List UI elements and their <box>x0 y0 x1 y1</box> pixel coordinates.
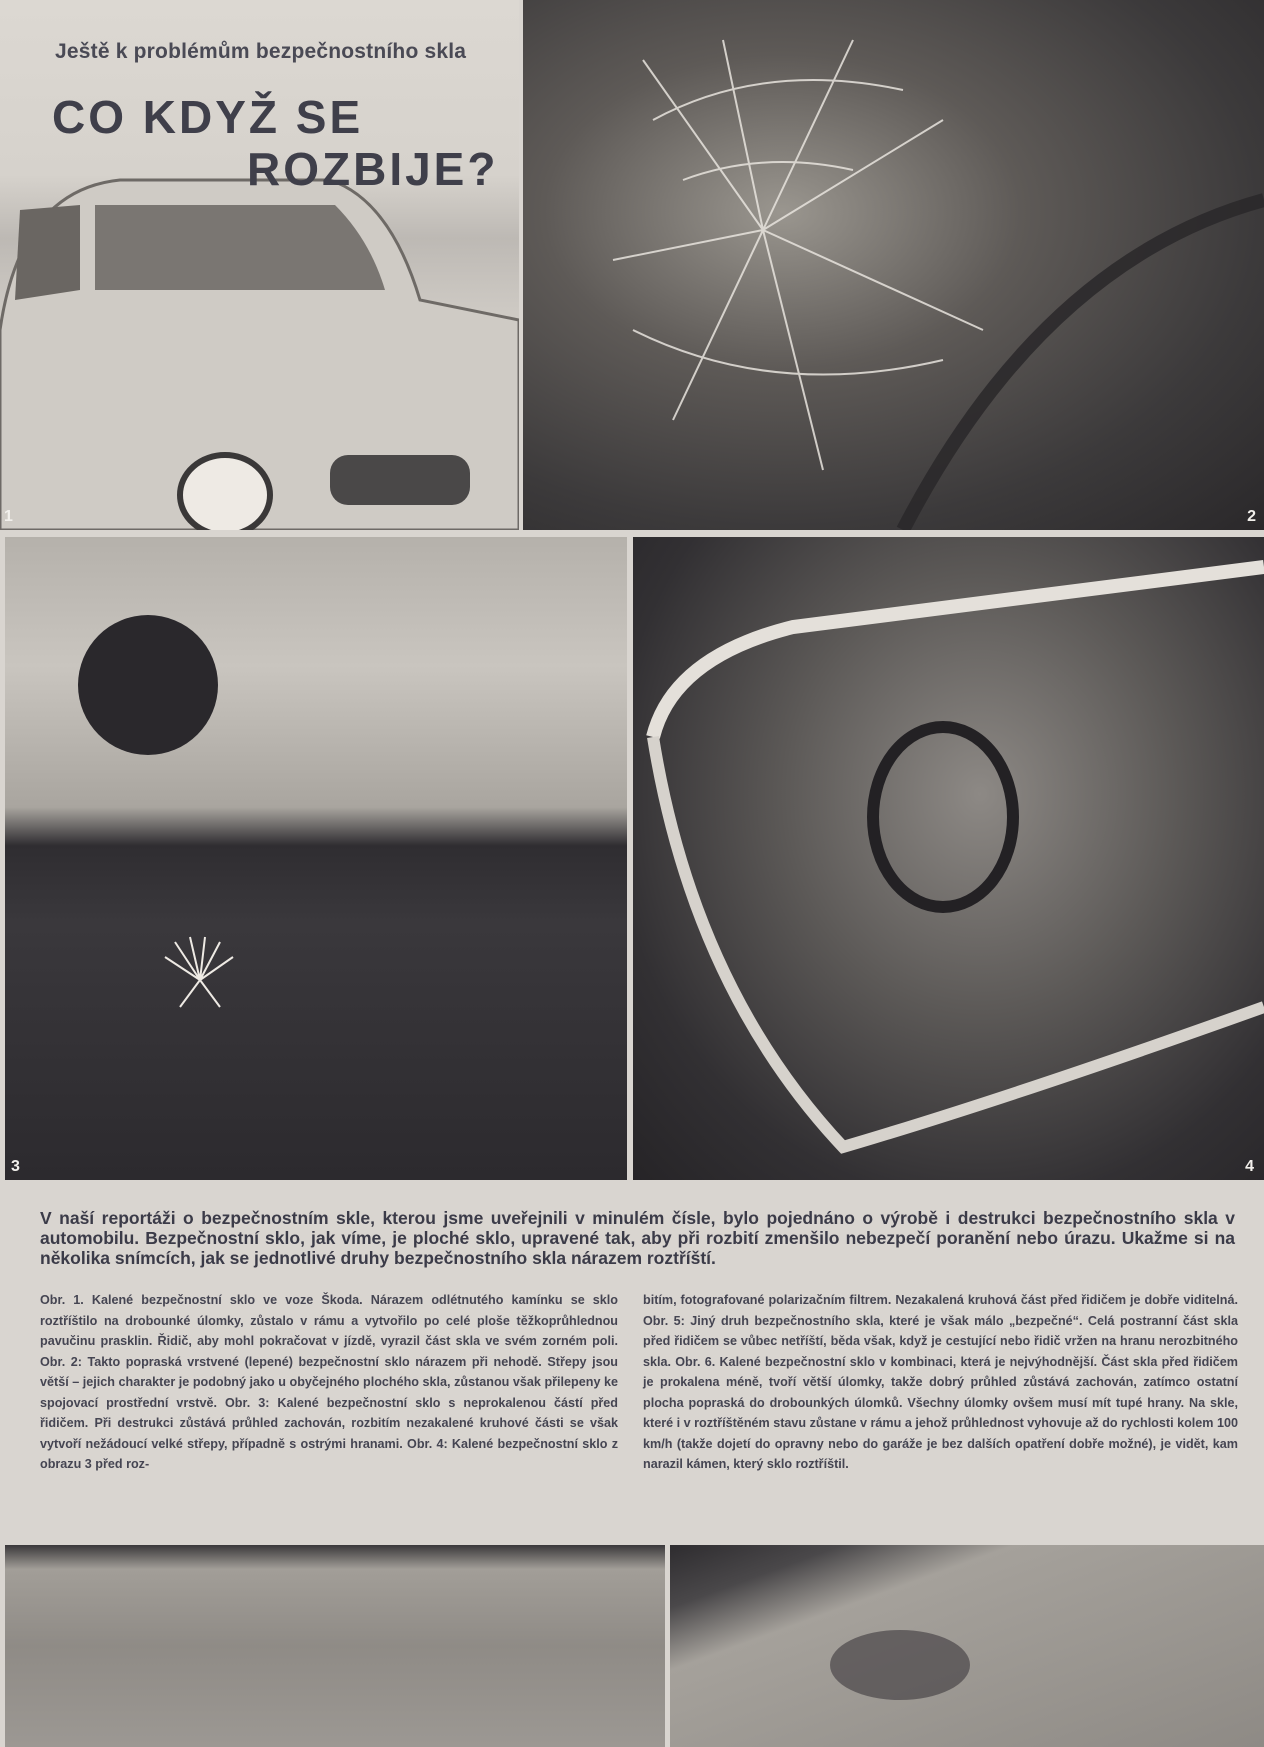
figure-number: 3 <box>11 1158 20 1175</box>
photo-tempered-glass-circle <box>5 537 627 1180</box>
photo-laminated-glass-cracks <box>523 0 1264 530</box>
photo-skoda-car <box>0 0 519 530</box>
article-kicker: Ještě k problémům bezpečnostního skla <box>55 40 467 63</box>
figure-number: 1 <box>4 508 13 525</box>
impact-mark <box>670 1545 1264 1747</box>
photo-polarized-glass <box>633 537 1264 1180</box>
figure-number: 2 <box>1247 508 1256 525</box>
photo-windshield-5 <box>5 1545 665 1747</box>
article-title-line2: ROZBIJE? <box>247 143 499 195</box>
intro-paragraph: V naší reportáži o bezpečnostním skle, kterou jsme uveřejnili v minulém čísle, bylo pojednáno o výrobě i destrukci bezpečnostního skla v automobilu. Bezpečnostní sklo, jak víme, je ploché sklo, upravené tak, aby při rozbití zmenšilo nebezpečí poranění nebo úrazu. Ukažme si na několika snímcích, jak se jednotlivé druhy bezpečnostního skla nárazem roztříští. <box>40 1208 1235 1268</box>
car-illustration <box>0 0 519 530</box>
glass-illustration <box>5 537 627 1180</box>
figure-number: 4 <box>1245 1158 1254 1175</box>
crack-pattern <box>523 0 1264 530</box>
window-frame-illustration <box>633 537 1264 1180</box>
caption-column-right: bitím, fotografované polarizačním filtrem. Nezakalená kruhová část před řidičem je dobře viditelná. Obr. 5: Jiný druh bezpečnostního skla, které je však málo „bezpečné“. Celá postranní část skla před řidičem se vůbec netříští, běda však, když je cestující nebo řidič vržen na hranu nerozbitného skla. Obr. 6. Kalené bezpečnostní sklo v kombinaci, která je nejvýhodnější. Část skla před řidičem je prokalena méně, tvoří větší úlomky, takže dobrý průhled zůstává zachován, zatímco ostatní plocha popraská do drobounkých úlomků. Všechny úlomky ovšem musí mít tupé hrany. Na skle, které i v roztříštěném stavu zůstane v rámu a jehož průhlednost vyhovuje až do rychlosti kolem 100 km/h (takže dojetí do opravny nebo do garáže je bez dalších opatření dobře možné), je vidět, kam narazil kámen, který sklo roztříštil. <box>643 1293 1238 1471</box>
caption-column-left: Obr. 1. Kalené bezpečnostní sklo ve voze Škoda. Nárazem odlétnutého kamínku se sklo roztříštilo na drobounké úlomky, zůstalo v rámu a vytvořilo po celé ploše těžkoprůhlednou pavučinu prasklin. Řidič, aby mohl pokračovat v jízdě, vyrazil část skla ve svém zorném poli. Obr. 2: Takto popraská vrstvené (lepené) bezpečnostní sklo nárazem při nehodě. Střepy jsou větší – jejich charakter je podobný jako u obyčejného plochého skla, zůstanou však přilepeny ke spojovací prostřední vrstvě. Obr. 3: Kalené bezpečnostní sklo s neprokalenou částí před řidičem. Při destrukci zůstává průhled zachován, rozbitím nezakalené kruhové části se však vytvoří nežádoucí velké střepy, případně s ostrými hranami. Obr. 4: Kalené bezpečnostní sklo z obrazu 3 před roz- <box>40 1293 618 1471</box>
photo-windshield-6 <box>670 1545 1264 1747</box>
article-title-line1: CO KDYŽ SE <box>52 91 364 143</box>
